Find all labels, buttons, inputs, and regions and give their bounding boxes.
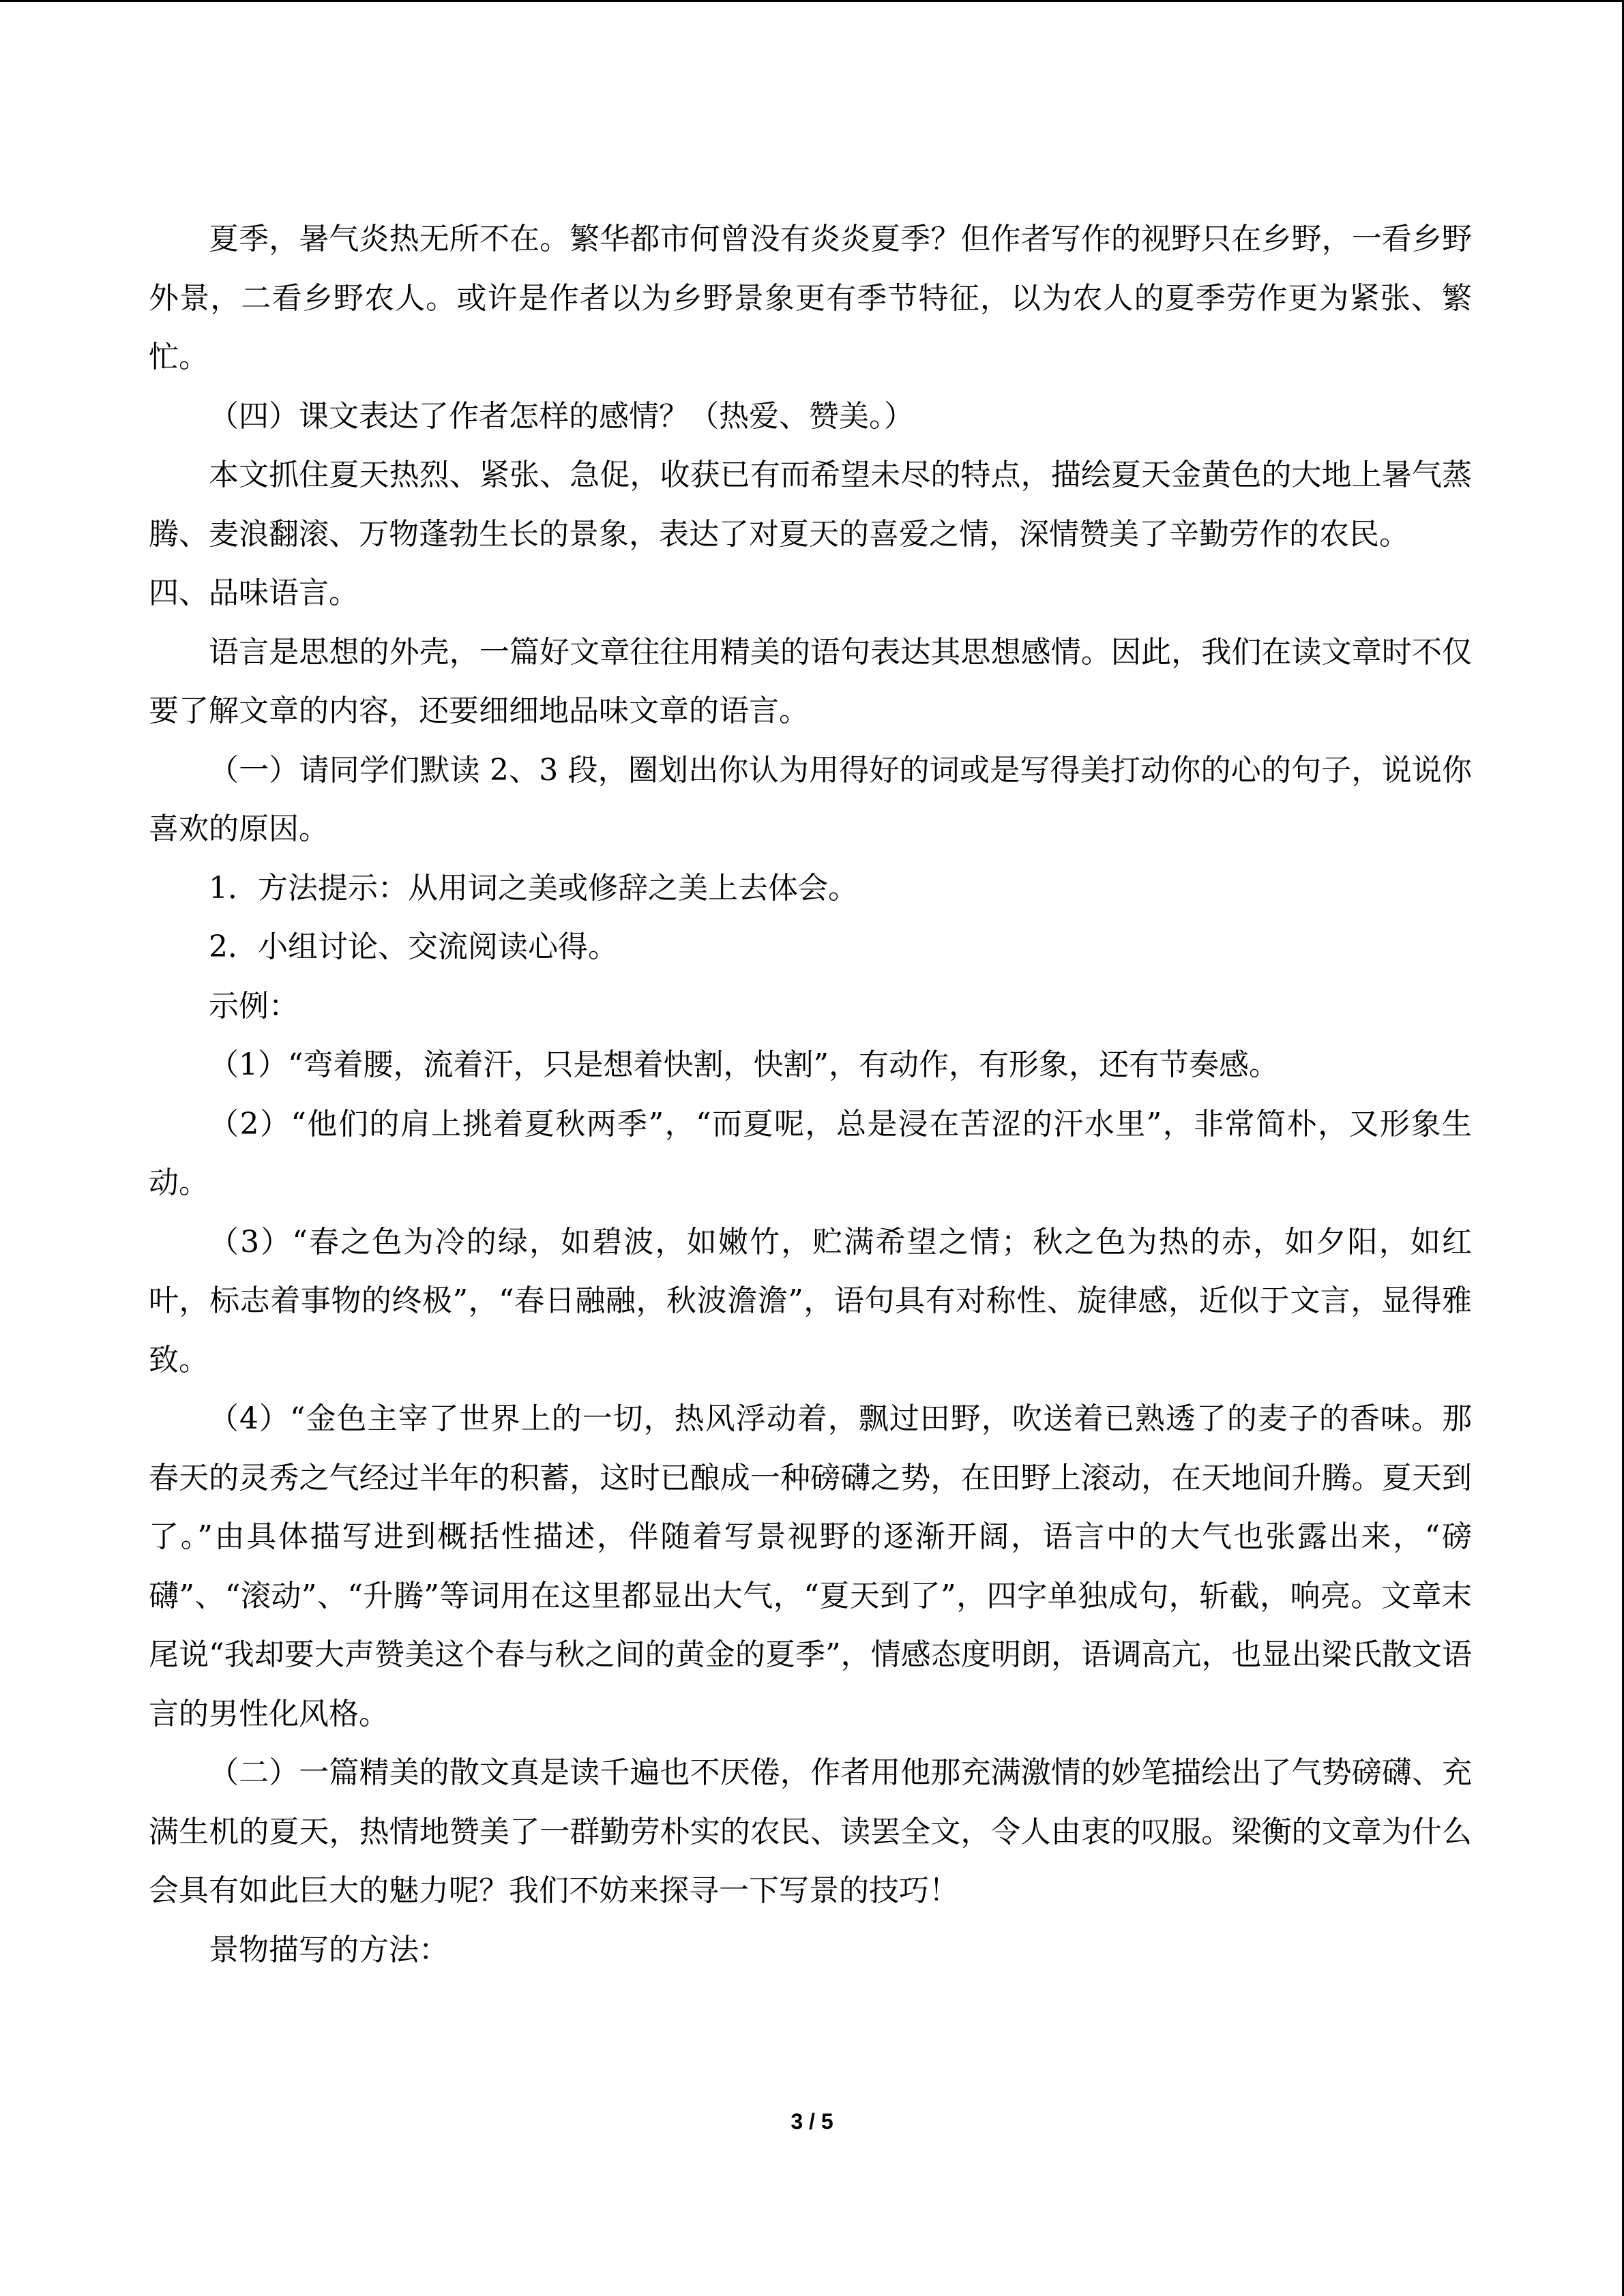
list-item-method-tip: 1．方法提示：从用词之美或修辞之美上去体会。 — [209, 870, 858, 906]
document-body — [149, 210, 1472, 1980]
example-label: 示例： — [209, 988, 299, 1024]
section-heading-language: 四、品味语言。 — [149, 576, 359, 610]
example-3: （3）“春之色为冷的绿，如碧波，如嫩竹，贮满希望之情；秋之色为热的赤，如夕阳，如红叶，标志着事物的终极”，“春日融融，秋波澹澹”，语句具有对称性、旋律感，近似于文言，显得雅致。 — [149, 1224, 1472, 1377]
page-number: 3 / 5 — [791, 2109, 833, 2134]
question-four: （四）课文表达了作者怎样的感情？（热爱、赞美。） — [209, 398, 914, 434]
paragraph-theme-summary: 本文抓住夏天热烈、紧张、急促，收获已有而希望未尽的特点，描绘夏天金黄色的大地上暑气蒸腾、麦浪翻滚、万物蓬勃生长的景象，表达了对夏天的喜爱之情，深情赞美了辛勤劳作的农民。 — [149, 458, 1472, 552]
paragraph-summer-heat: 夏季，暑气炎热无所不在。繁华都市何曾没有炎炎夏季？但作者写作的视野只在乡野，一看乡野外景，二看乡野农人。或许是作者以为乡野景象更有季节特征，以为农人的夏季劳作更为紧张、繁忙。 — [149, 222, 1472, 374]
task-one: （一）请同学们默读 2、3 段，圈划出你认为用得好的词或是写得美打动你的心的句子，说说你喜欢的原因。 — [149, 752, 1472, 846]
paragraph-language-intro: 语言是思想的外壳，一篇好文章往往用精美的语句表达其思想感情。因此，我们在读文章时不仅要了解文章的内容，还要细细地品味文章的语言。 — [149, 634, 1472, 728]
task-two: （二）一篇精美的散文真是读千遍也不厌倦，作者用他那充满激情的妙笔描绘出了气势磅礴、充满生机的夏天，热情地赞美了一群勤劳朴实的农民、读罢全文，令人由衷的叹服。梁衡的文章为什么会具有如此巨大的魅力呢？我们不妨来探寻一下写景的技巧！ — [149, 1755, 1472, 1908]
list-item-group-discussion: 2．小组讨论、交流阅读心得。 — [209, 929, 618, 964]
example-4: （4）“金色主宰了世界上的一切，热风浮动着，飘过田野，吹送着已熟透了的麦子的香味。那春天的灵秀之气经过半年的积蓄，这时已酿成一种磅礴之势，在田野上滚动，在天地间升腾。夏天到了。”由具体描写进到概括性描述，伴随着写景视野的逐渐开阔，语言中的大气也张露出来，“磅礴”、“滚动”、“升腾”等词用在这里都显出大气，“夏天到了”，四字单独成句，斩截，响亮。文章末尾说“我却要大声赞美这个春与秋之间的黄金的夏季”，情感态度明朗，语调高亢，也显出梁氏散文语言的男性化风格。 — [149, 1401, 1472, 1731]
example-1: （1）“弯着腰，流着汗，只是想着快割，快割”，有动作，有形象，还有节奏感。 — [209, 1047, 1279, 1082]
example-2: （2）“他们的肩上挑着夏秋两季”，“而夏呢，总是浸在苦涩的汗水里”，非常简朴，又形象生动。 — [149, 1106, 1472, 1200]
scene-description-methods: 景物描写的方法： — [209, 1932, 449, 1967]
